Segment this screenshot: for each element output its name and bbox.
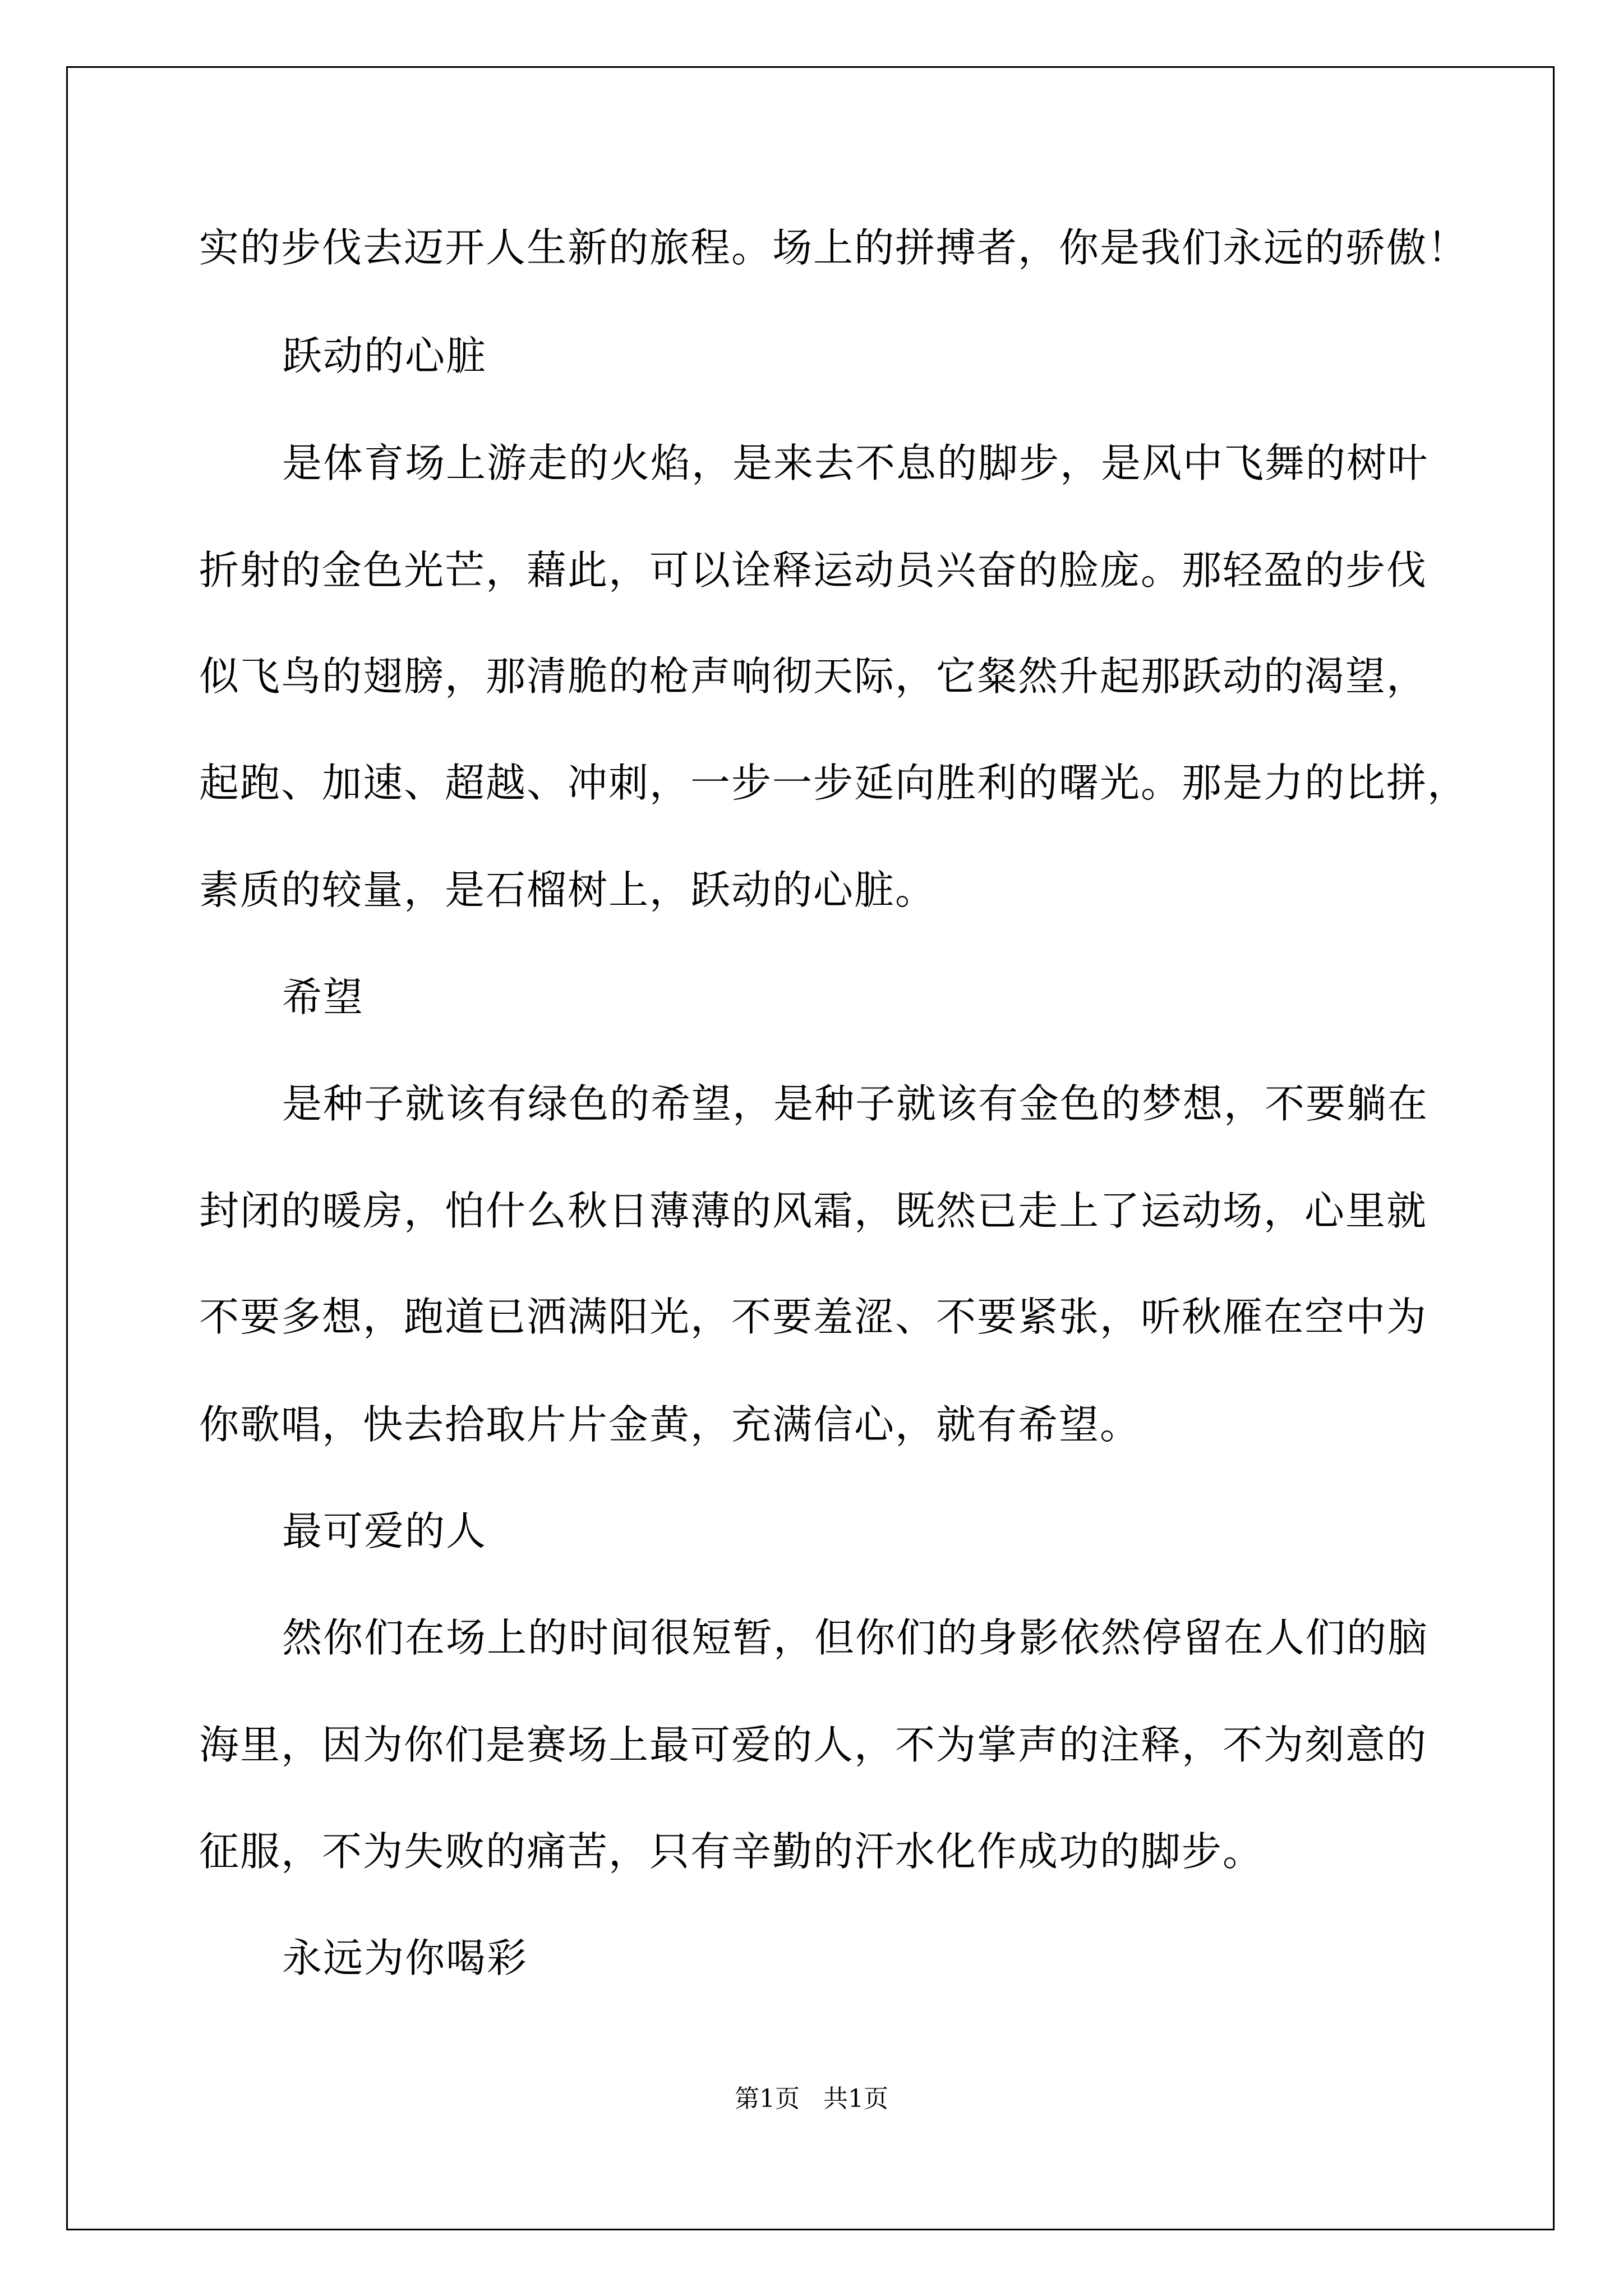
paragraph-line: 起跑、加速、超越、冲刺，一步一步延向胜利的曙光。那是力的比拼， — [199, 760, 1469, 806]
section-heading: 希望 — [282, 974, 365, 1020]
paragraph-line: 是种子就该有绿色的希望，是种子就该有金色的梦想，不要躺在 — [282, 1080, 1429, 1127]
paragraph-line: 征服，不为失败的痛苦，只有辛勤的汗水化作成功的脚步。 — [199, 1828, 1264, 1875]
page-border — [66, 66, 1555, 2230]
paragraph-line: 折射的金色光芒，藉此，可以诠释运动员兴奋的脸庞。那轻盈的步伐 — [199, 547, 1428, 593]
paragraph-line: 海里，因为你们是赛场上最可爱的人，不为掌声的注释，不为刻意的 — [199, 1722, 1428, 1768]
paragraph-line: 似飞鸟的翅膀，那清脆的枪声响彻天际，它粲然升起那跃动的渴望， — [199, 653, 1428, 700]
section-heading: 跃动的心脏 — [282, 333, 487, 379]
section-heading: 永远为你喝彩 — [282, 1935, 528, 1981]
paragraph-line: 封闭的暖房，怕什么秋日薄薄的风霜，既然已走上了运动场，心里就 — [199, 1188, 1428, 1234]
page-number-footer: 第1页 共1页 — [735, 2085, 888, 2113]
section-heading: 最可爱的人 — [282, 1508, 487, 1554]
paragraph-line: 素质的较量，是石榴树上，跃动的心脏。 — [199, 867, 937, 913]
paragraph-line: 不要多想，跑道已洒满阳光，不要羞涩、不要紧张，听秋雁在空中为 — [199, 1294, 1428, 1340]
paragraph-line: 实的步伐去迈开人生新的旅程。场上的拼搏者，你是我们永远的骄傲！ — [199, 224, 1469, 271]
paragraph-line: 是体育场上游走的火焰，是来去不息的脚步，是风中飞舞的树叶 — [282, 440, 1429, 486]
paragraph-line: 你歌唱，快去拾取片片金黄，充满信心，就有希望。 — [199, 1401, 1141, 1448]
paragraph-line: 然你们在场上的时间很短暂，但你们的身影依然停留在人们的脑 — [282, 1614, 1429, 1661]
